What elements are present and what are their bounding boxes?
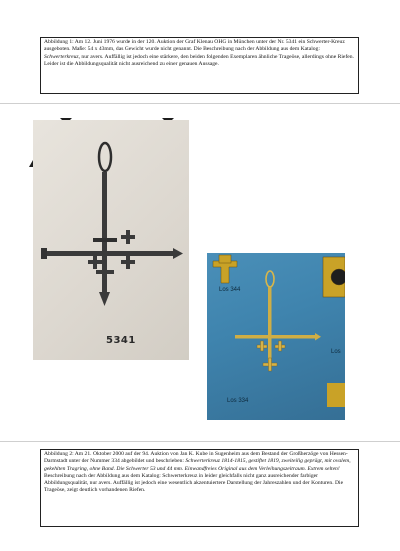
sword-cross-image <box>33 120 189 360</box>
caption-2-italic: Schwerterkreuz 1814-1815, gestiftet 1819, zweiteilig geprägt, mit ovalem, gekehlten Tragring, ohne Band. Die Schwerter 53 und 44 mm. Einwandfreies Original aus dem Verleihungszeitraum. Extrem selten! <box>44 458 351 472</box>
divider-top <box>0 103 400 104</box>
lot-number: 5341 <box>106 335 136 346</box>
caption-figure-1 <box>40 37 359 94</box>
label-lot-partial: Los <box>331 349 341 355</box>
caption-figure-2 <box>40 449 359 527</box>
photo-cross-5341 <box>33 120 189 360</box>
photo-cross-lot-334 <box>207 253 345 420</box>
caption-2-text: Abbildung 2: Am 21. Oktober 2000 auf der 94. Auktion von Jan K. Kube in Sugenheim aus dem Bestand der Großherzöge von Hessen-Darmstadt unter der Nummer 334 abgebildet und beschrieben: <box>44 451 348 465</box>
caption-1-italic: Schwerterkreuz <box>44 53 79 60</box>
caption-2-text-end: Beschreibung nach der Abbildung aus dem Katalog: Schwerterkreuz in leider gleichfalls nicht ganz ausreichender farbiger Abbildungsqualität, nur avers. Auffällig ist jedoch eine wesentlich akzentuiertere Darstellung der Jahreszahlen und der Konturen. Die Trageöse, zeigt deutlich vorhandenen Riefen. <box>44 472 344 494</box>
caption-1-text: Abbildung 1: Am 12. Juni 1976 wurde in der 120. Auktion der Graf Klenau OHG in München unter der Nr. 5341 ein Schwerter-Kreuz ausgeboten. Maße: 54 x 43mm, das Gewicht wurde nicht genannt. Die Beschreibung nach der Abbildung aus dem Katalog: <box>44 39 345 53</box>
label-lot-344: Los 344 <box>219 287 241 293</box>
caption-1-text-end: , nur avers. Auffällig ist jedoch eine stärkere, den beiden folgenden Exemplaren ähnliche Trageöse, allerdings ohne Riefen. Leider ist die Abbildungsqualität nicht ausreichend zu einer genauen Aussage. <box>44 53 354 67</box>
divider-bottom <box>0 441 400 442</box>
lot-crosses-image <box>207 253 345 420</box>
label-lot-334: Los 334 <box>227 398 249 404</box>
